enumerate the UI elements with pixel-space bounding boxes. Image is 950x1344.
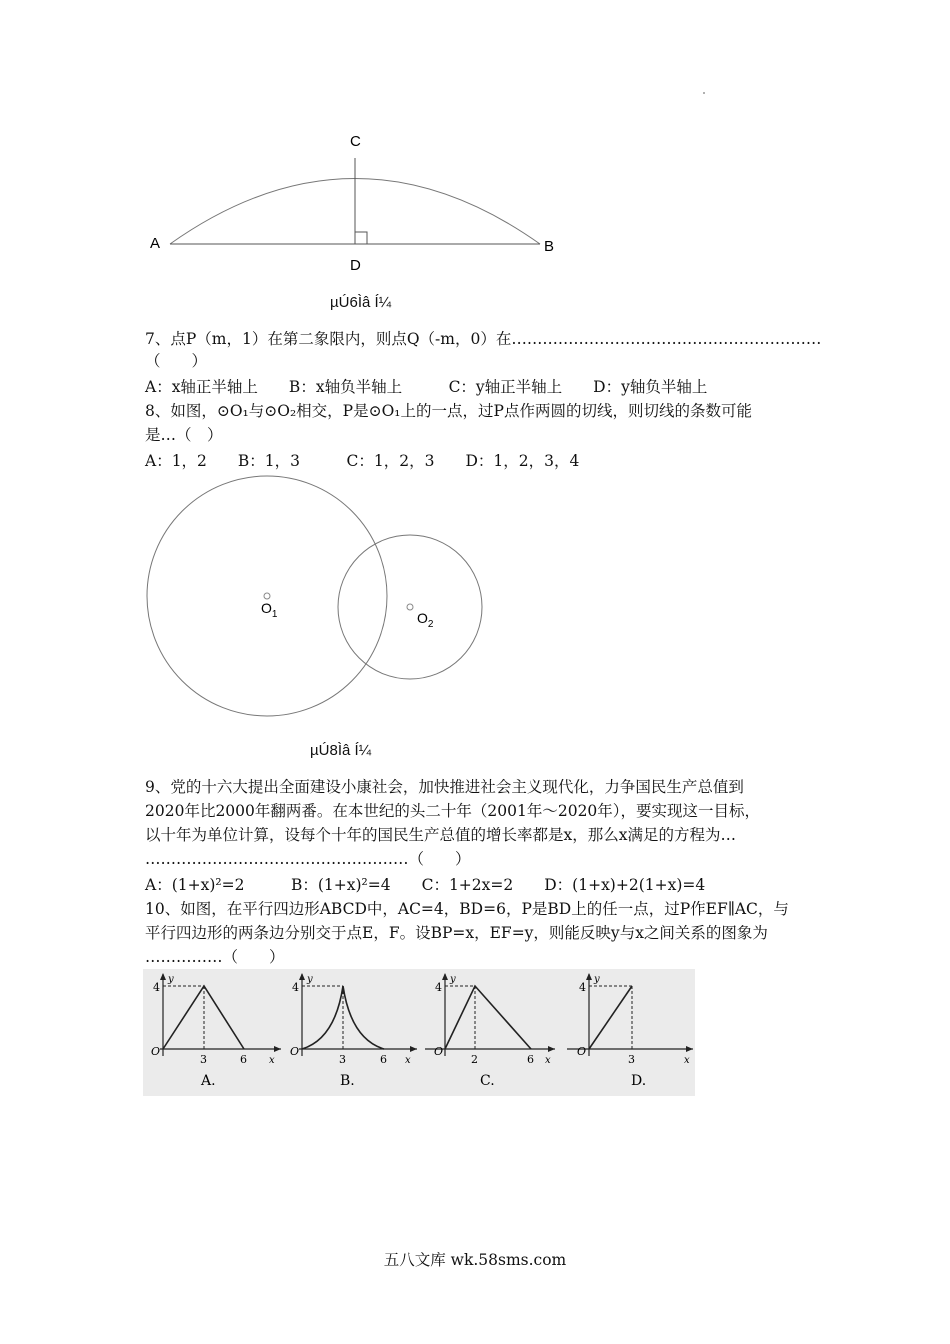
graph-b-letter: B.	[340, 1073, 355, 1089]
graph-a	[151, 973, 281, 1089]
svg-text:x: x	[684, 1055, 690, 1066]
figure-6-caption: µÚ6Ìâ Í¼	[330, 294, 392, 311]
graph-b	[290, 973, 417, 1089]
q7-stem: 7、点P（m，1）在第二象限内，则点Q（-m，0）在……………………………………………………	[145, 330, 822, 348]
q10-line1: 10、如图，在平行四边形ABCD中，AC=4，BD=6，P是BD上的任一点，过P作EF∥AC，与	[145, 900, 789, 918]
svg-text:y: y	[450, 974, 456, 985]
stray-dot	[703, 92, 705, 94]
circle-o2	[338, 535, 482, 679]
footer-watermark: 五八文库 wk.58sms.com	[383, 1251, 567, 1269]
graph-d-letter: D.	[631, 1073, 647, 1089]
graph-c-letter: C.	[480, 1073, 495, 1089]
svg-text:3: 3	[628, 1053, 635, 1066]
svg-text:O: O	[151, 1045, 161, 1058]
center-o1-dot	[264, 593, 270, 599]
label-a: A	[150, 235, 161, 252]
svg-text:6: 6	[240, 1053, 247, 1066]
label-b: B	[544, 238, 555, 255]
q8-stem-line1: 8、如图，⊙O₁与⊙O₂相交，P是⊙O₁上的一点，过P点作两圆的切线，则切线的条数可能	[145, 402, 752, 420]
q10-answer-graphs	[143, 969, 695, 1096]
label-c: C	[350, 133, 361, 150]
right-angle-mark	[355, 232, 367, 244]
q9-line2: 2020年比2000年翻两番。在本世纪的头二十年（2001年～2020年），要实现这一目标，	[145, 802, 761, 820]
q9-options: A：(1+x)²=2 B：(1+x)²=4 C：1+2x=2 D：(1+x)+2(1+x)=4	[145, 876, 706, 894]
svg-text:6: 6	[527, 1053, 534, 1066]
svg-text:4: 4	[153, 981, 160, 994]
figure-8-caption: µÚ8Ìâ Í¼	[310, 742, 372, 759]
svg-text:3: 3	[200, 1053, 207, 1066]
svg-text:y: y	[594, 974, 600, 985]
q10-line2: 平行四边形的两条边分别交于点E，F。设BP=x，EF=y，则能反映y与x之间关系的图象为	[145, 924, 768, 942]
q10-line3: ……………（ ）	[145, 948, 285, 966]
figure-6-arc-diagram	[140, 128, 580, 278]
svg-text:O: O	[290, 1045, 300, 1058]
svg-text:2: 2	[471, 1053, 478, 1066]
svg-text:y: y	[168, 974, 174, 985]
svg-text:4: 4	[292, 981, 299, 994]
q8-stem-line2: 是…（ ）	[145, 426, 223, 444]
svg-text:O: O	[577, 1045, 587, 1058]
graph-c	[425, 973, 555, 1089]
svg-text:O: O	[434, 1045, 444, 1058]
q8-options: A：1，2 B：1，3 C：1，2，3 D：1，2，3，4	[145, 452, 580, 470]
svg-text:4: 4	[579, 981, 586, 994]
center-o2-dot	[407, 604, 413, 610]
svg-text:4: 4	[435, 981, 442, 994]
graph-d	[567, 973, 693, 1089]
q9-line4: ……………………………………………（ ）	[145, 850, 471, 868]
circle-o1	[147, 476, 387, 716]
graph-a-letter: A.	[201, 1073, 216, 1089]
svg-text:6: 6	[380, 1053, 387, 1066]
q9-line1: 9、党的十六大提出全面建设小康社会，加快推进社会主义现代化，力争国民生产总值到	[145, 778, 744, 796]
label-o2: $O_2$	[417, 610, 434, 630]
figure-8-circles-diagram	[140, 470, 500, 725]
label-d: D	[350, 257, 361, 274]
svg-text:x: x	[405, 1055, 411, 1066]
svg-text:x: x	[545, 1055, 551, 1066]
q7-options: A：x轴正半轴上 B：x轴负半轴上 C：y轴正半轴上 D：y轴负半轴上	[145, 378, 708, 396]
q9-line3: 以十年为单位计算，设每个十年的国民生产总值的增长率都是x，那么x满足的方程为…	[145, 826, 736, 844]
svg-text:y: y	[307, 974, 313, 985]
q7-paren: （ ）	[145, 352, 208, 370]
svg-text:3: 3	[339, 1053, 346, 1066]
label-o1: $O_1$	[261, 600, 278, 620]
svg-text:x: x	[269, 1055, 275, 1066]
